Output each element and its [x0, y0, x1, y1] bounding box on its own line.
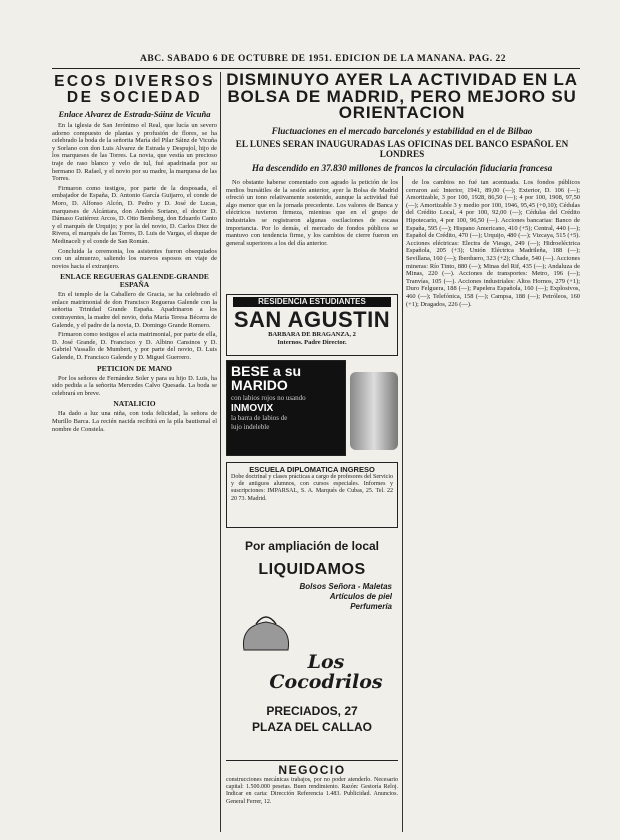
running-head: ABC. SABADO 6 DE OCTUBRE DE 1951. EDICION DE LA MAÑANA. PAG. 22	[140, 54, 506, 64]
bese-line3: lujo indeleble	[231, 423, 270, 431]
section-title-enlace: ENLACE REGUERAS GALENDE-GRANDE ESPAÑA	[60, 272, 209, 290]
ad-cocodrilos	[226, 536, 398, 758]
paragraph: de los cambios no fué tan acentuada. Los fondos públicos cerraron así: Interior, 1941, 89,00 (—); Exterior, D. 106 (—); Amortizable, 3 por 100, 1928, 86,50 (—); 4 por 100, 1908, 97,50 (—); Amortizable 3 y medio por 100, 1946, 95,45 (+0,10); Cédulas del Crédito Local, 4 por 100, 92,00 (—); Cédulas del Crédito Hipotecario, 4 por 100, 96,50 (—). Acciones bancarias: Banco de España, 595 (—); Hispano Americano, 410 (+5); Central, 440 (—); Español de Crédito, 470 (—); Urquijo, 480 (—); Vizcaya, 515 (+5). Acciones eléctricas: Electra de Viesgo, 249 (—); Hidroeléctrica Española, 205 (+3); Unión Eléctrica Madrileña, 188 (—); Sevillana, 160 (—); Iberduero, 323 (+2); Chade, 540 (—). Acciones mineras: Río Tinto, 880 (—); Minas del Rif, 435 (—); Andaluza de Minas, 220 (—). Acciones de transportes: Metro, 196 (—); Tranvías, 105 (—). Acciones industriales: Altos Hornos, 279 (+1); Duro Felguera, 188 (—); Papelera Española, 160 (—); Explosivos, 460 (—); Telefónica, 158 (—); Campsa, 188 (—); Petróleos, 160 (+1); Dragados, 226 (—).	[406, 179, 580, 308]
subhead-circulacion: Ha descendido en 37.830 millones de francos la circulación fiduciaria francesa	[251, 163, 553, 173]
residencia-director: Internos. Padre Director.	[277, 339, 347, 346]
ad-negocio	[226, 764, 398, 834]
escuela-text: Dobe doctrinal y clases prácticas a cargo de profesores del Servicio y de antiguos alumnos, con cursos especiales. Informes y suscripciones: IMPARSAL, S. A. Marqués de Cubas, 25. Tel. 22 20 73. Madrid.	[231, 474, 393, 502]
paragraph: No obstante haberse comentado con agrado la petición de los medios bursátiles de la sesión anterior, ayer la Bolsa de Madrid ofreció un tono relativamente sostenido, aunque la actividad fué algo menor que en la jornada precedente. Los valores de Banca y eléctricos tuvieron firmeza, mientras que en el grupo de industriales se registraron algunas oscilaciones de escasa importancia. Por lo demás, el mercado de fondos públicos se mantuvo con tendencia firme, y los cambios de cierre fueron en general superiores a los del día anterior.	[226, 179, 398, 247]
left-column	[52, 74, 217, 435]
paragraph: En la iglesia de San Jerónimo el Real, que lucía un severo adorno compuesto de plantas y profusión de flores, se ha celebrado la boda de la señorita María del Pilar Sáinz de Vicuña y Sorlano con don Luis Alvarez de Estrada y Despujol, hijo de los marqueses de las Torres. La novia, que vestía un precioso traje de raso blanco y velo de tul, fué apadrinada por su hermano D. Rafael, y el novio por su madre, la marquesa de las Torres.	[52, 122, 217, 183]
liq-brand-logo: Los Cocodrilos	[269, 651, 383, 693]
negocio-text: construcciones mecánicas trabajos, por no poder atenderlo. Necesario capital: 1.500.000 pesetas. Buen rendimiento. Razón: Gestoría Reloj. Indicar en carta: Dirección Referencia 1.483. Publicidad. Anuncios. General Ferrer, 12.	[226, 777, 398, 805]
ad-residencia	[226, 294, 398, 356]
negocio-title: NEGOCIO	[278, 763, 346, 777]
paragraph: En el templo de la Caballero de Gracia, se ha celebrado el enlace matrimonial de don Francisco Regueras Galende con la señorita Trinidad Grande España. Apadrinaron a los contrayentes, la madre del novio, doña María Teresa Bécerra de Galende, y el padre de la novia, D. Domingo Grande Romero.	[52, 291, 217, 329]
paragraph: Ha dado a luz una niña, con toda felicidad, la señora de Murillo Barca. La recién nacida recibirá en la pila bautismal el nombre de Constela.	[52, 410, 217, 433]
column-divider-left	[220, 72, 221, 832]
paragraph: Firmaron como testigos, por parte de la desposada, el embajador de España, D. Antonio García Guijarro, el conde de Moro, D. Alfonso Alcón, D. Pedro y D. José de Lucas, marqueses de Alcántara, don Andrés Soriano, el doctor D. Dámaso Gutiérrez Arcos, D. Otto Bemberg, don Eduardo Canto y el marqués de Urquijo; y por la del novio, D. Carlos Diez de Rivera, el marqués de las Torres, D. Luis de Vargas, el duque de Medinaceli y el conde de San Román.	[52, 184, 217, 245]
section-title-ecos: ECOS DIVERSOS DE SOCIEDAD	[54, 73, 215, 106]
lipstick-illustration	[350, 372, 398, 450]
paragraph: Por los señores de Fernández Soler y para su hijo D. Luis, ha sido pedida a la señorita Mercedes Calvo Quesada. La boda se celebrará en breve.	[52, 374, 217, 397]
article-text-right	[406, 179, 580, 835]
section-title-peticion: PETICION DE MANO	[96, 363, 172, 373]
subhead-fluctuaciones: Fluctuaciones en el mercado barcelonés y estabilidad en el de Bilbao	[271, 126, 533, 136]
main-headline: DISMINUYO AYER LA ACTIVIDAD EN LA BOLSA DE MADRID, PERO MEJORO SU ORIENTACION	[226, 70, 578, 122]
residencia-name: SAN AGUSTIN	[233, 307, 391, 332]
bese-line2: la barra de labios de	[231, 414, 288, 422]
liq-title: Por ampliación de local	[244, 539, 380, 553]
liq-line1: Bolsos Señora - Maletas	[299, 582, 392, 591]
subhead-banco: EL LUNES SERAN INAUGURADAS LAS OFICINAS DEL BANCO ESPAÑOL EN LONDRES	[235, 139, 569, 159]
liq-big: LIQUIDAMOS	[258, 561, 366, 578]
residencia-title: RESIDENCIA ESTUDIANTES	[233, 297, 391, 307]
liq-line2: Artículos de piel	[329, 592, 392, 601]
wedding-title: Enlace Alvarez de Estrada-Sáinz de Vicuña	[58, 109, 211, 119]
bese-line1: con labios rojos no usando	[231, 394, 306, 402]
handbag-illustration	[236, 612, 296, 652]
bese-title: BESE a su MARIDO	[231, 363, 302, 393]
ad-rule	[226, 760, 398, 761]
liq-addr2: PLAZA DEL CALLAO	[252, 720, 372, 734]
ad-bese	[226, 360, 346, 456]
article-text-middle	[226, 179, 398, 289]
residencia-address: BARBARA DE BRAGANZA, 2	[268, 331, 356, 338]
section-title-natalicio: NATALICIO	[113, 399, 156, 409]
paragraph: Concluida la ceremonia, los asistentes fueron obsequiados con un almuerzo, saliendo los nuevos esposos en viaje de novios hacia el extranjero.	[52, 247, 217, 270]
bese-brand: INMOVIX	[231, 403, 274, 414]
liq-line3: Perfumería	[350, 602, 392, 611]
liq-addr1: PRECIADOS, 27	[266, 704, 358, 718]
column-divider-right	[402, 176, 403, 832]
header-rule	[52, 68, 580, 69]
ad-escuela	[226, 462, 398, 528]
paragraph: Firmaron como testigos el acta matrimonial, por parte de ella, D. José Grande, D. Francisco y D. Albino Cansinos y D. Gabriel Vassallo de Mumbert, y por parte del novio, D. Luis Galende, D. Francisco Galende y D. Miguel Guerrero.	[52, 331, 217, 362]
escuela-title: ESCUELA DIPLOMATICA INGRESO	[249, 465, 375, 474]
